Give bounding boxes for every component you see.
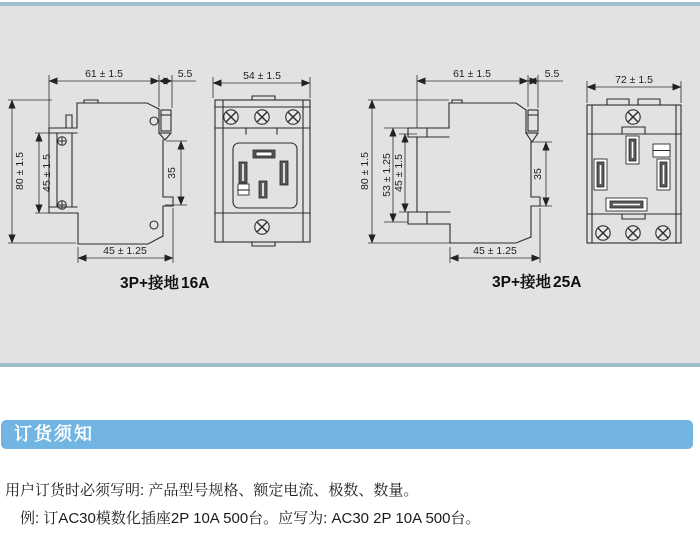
dim-label: 54 ± 1.5 (243, 70, 281, 82)
side-view-25a (359, 68, 563, 263)
front-view-16a (213, 70, 310, 246)
screw-icon (626, 226, 640, 240)
figure-label-16a-type: 3P+接地 (120, 275, 180, 292)
dim-label: 61 ± 1.5 (453, 68, 491, 80)
screw-icon (626, 110, 640, 124)
screw-icon (224, 110, 238, 124)
dim-label: 35 (166, 167, 178, 179)
banner-title: 订货须知 (14, 424, 94, 444)
ordering-note-line1: 用户订货时必须写明: 产品型号规格、额定电流、极数、数量。 (5, 482, 419, 499)
figure-label-25a-type: 3P+接地 (492, 274, 552, 291)
dim-label: 45 ± 1.25 (473, 245, 517, 257)
screw-icon (58, 137, 67, 146)
screw-icon (656, 226, 670, 240)
screw-icon (596, 226, 610, 240)
screw-icon (255, 110, 269, 124)
figure-label-25a-rating: 25A (553, 274, 582, 291)
dim-label: 5.5 (544, 68, 560, 80)
dim-label: 61 ± 1.5 (85, 68, 123, 80)
figure-label-16a-rating: 16A (181, 275, 210, 292)
screw-icon (58, 201, 67, 210)
dim-label: 80 ± 1.5 (14, 152, 26, 190)
panel-bottom-line (0, 363, 700, 367)
dim-label: 45 ± 1.5 (41, 154, 53, 192)
ordering-notice-banner (1, 420, 693, 449)
dim-label: 72 ± 1.5 (615, 74, 653, 86)
dim-label: 45 ± 1.25 (103, 245, 147, 257)
front-view-25a (587, 74, 681, 243)
ordering-note-line2: 例: 订AC30模数化插座2P 10A 500台。应写为: AC30 2P 10A 500台。 (20, 510, 481, 527)
dim-label: 35 (532, 168, 544, 180)
dim-label: 53 ± 1.25 (381, 153, 393, 197)
technical-drawings-svg (0, 6, 700, 363)
dim-label: 80 ± 1.5 (359, 152, 371, 190)
side-view-16a (8, 68, 196, 263)
screw-icon (286, 110, 300, 124)
dim-label: 5.5 (177, 68, 193, 80)
dim-label: 45 ± 1.5 (393, 154, 405, 192)
screw-icon (255, 220, 269, 234)
